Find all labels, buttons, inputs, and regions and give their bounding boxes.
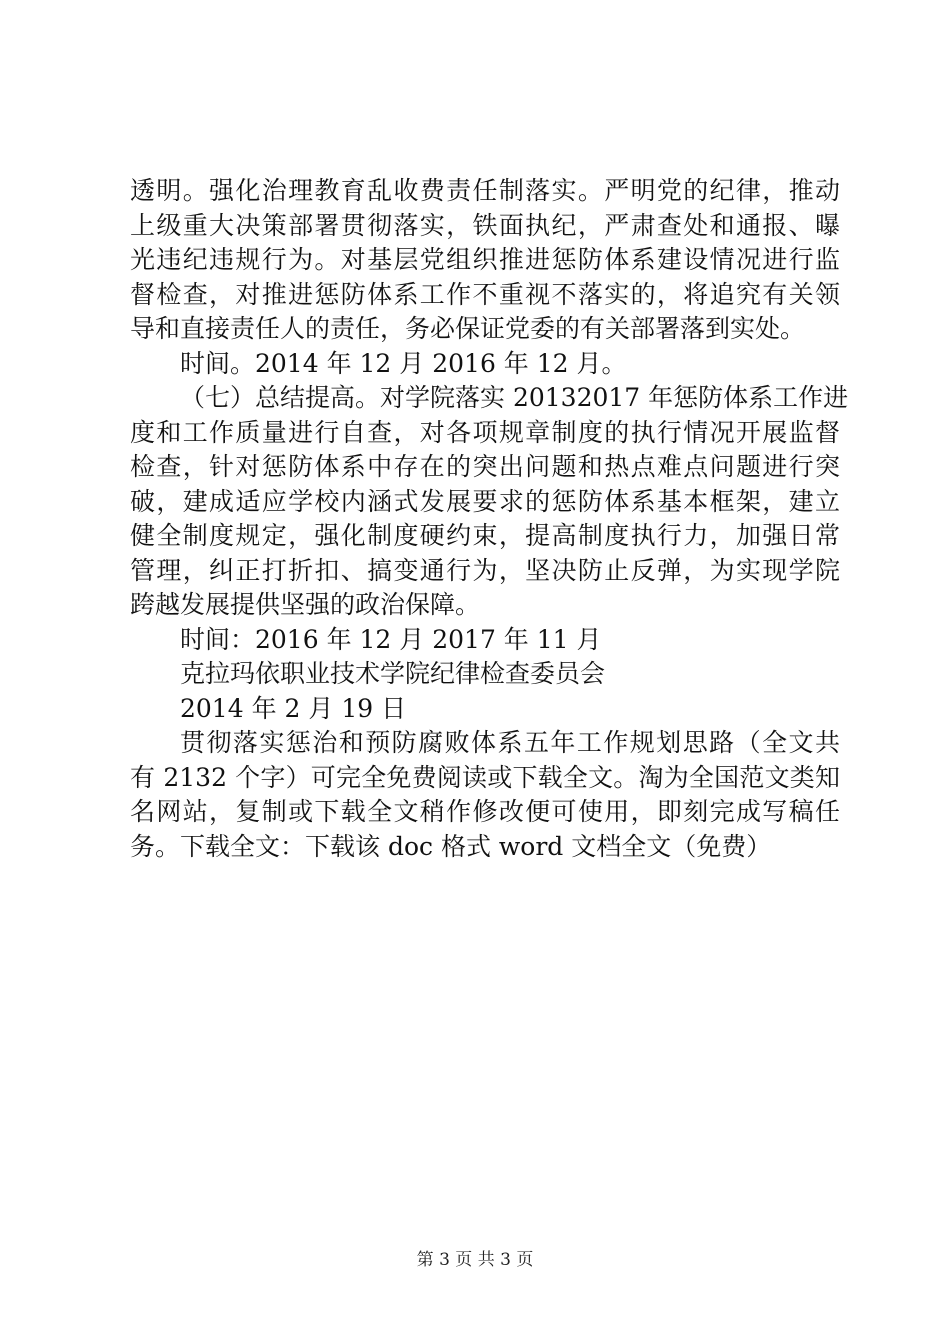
- text-line: 务。下载全文：下载该 doc 格式 word 文档全文（免费）: [130, 831, 772, 861]
- paragraph-supervision: [130, 174, 840, 347]
- text-line: 2014 年 2 月 19 日: [180, 693, 407, 723]
- paragraph-summary: [130, 381, 849, 623]
- text-line: 光违纪违规行为。对基层党组织推进惩防体系建设情况进行监: [130, 245, 840, 274]
- text-line: 跨越发展提供坚强的政治保障。: [130, 590, 481, 619]
- text-line: 透明。强化治理教育乱收费责任制落实。严明党的纪律，推动: [130, 176, 840, 205]
- text-line: 督检查，对推进惩防体系工作不重视不落实的，将追究有关领: [130, 279, 840, 309]
- signature-organization: [130, 657, 840, 692]
- text-line: 名网站，复制或下载全文稍作修改便可使用，即刻完成写稿任: [130, 797, 840, 826]
- paragraph-time-2: [130, 623, 840, 658]
- paragraph-download-notice: [130, 726, 840, 864]
- text-line: 健全制度规定，强化制度硬约束，提高制度执行力，加强日常: [130, 521, 840, 550]
- text-line: 管理，纠正打折扣、搞变通行为，坚决防止反弹，为实现学院: [130, 555, 840, 585]
- text-line: 贯彻落实惩治和预防腐败体系五年工作规划思路（全文共: [180, 728, 840, 757]
- text-line: 导和直接责任人的责任，务必保证党委的有关部署落到实处。: [130, 314, 806, 343]
- text-line: 时间。2014 年 12 月 2016 年 12 月。: [180, 348, 627, 378]
- page-number: 第 3 页 共 3 页: [416, 1250, 534, 1270]
- text-line: 破，建成适应学校内涵式发展要求的惩防体系基本框架，建立: [130, 486, 840, 516]
- text-line: 时间：2016 年 12 月 2017 年 11 月: [180, 624, 602, 654]
- signature-date: [130, 692, 840, 727]
- text-line: 克拉玛依职业技术学院纪律检查委员会: [180, 659, 606, 688]
- text-line: （七）总结提高。对学院落实 20132017 年惩防体系工作进: [180, 383, 849, 412]
- text-line: 度和工作质量进行自查，对各项规章制度的执行情况开展监督: [130, 417, 840, 447]
- paragraph-time-1: [130, 347, 840, 382]
- text-line: 有 2132 个字）可完全免费阅读或下载全文。淘为全国范文类知: [130, 762, 840, 792]
- text-line: 检查，针对惩防体系中存在的突出问题和热点难点问题进行突: [130, 452, 840, 481]
- document-body: [130, 174, 849, 864]
- text-line: 上级重大决策部署贯彻落实，铁面执纪，严肃查处和通报、曝: [130, 210, 840, 240]
